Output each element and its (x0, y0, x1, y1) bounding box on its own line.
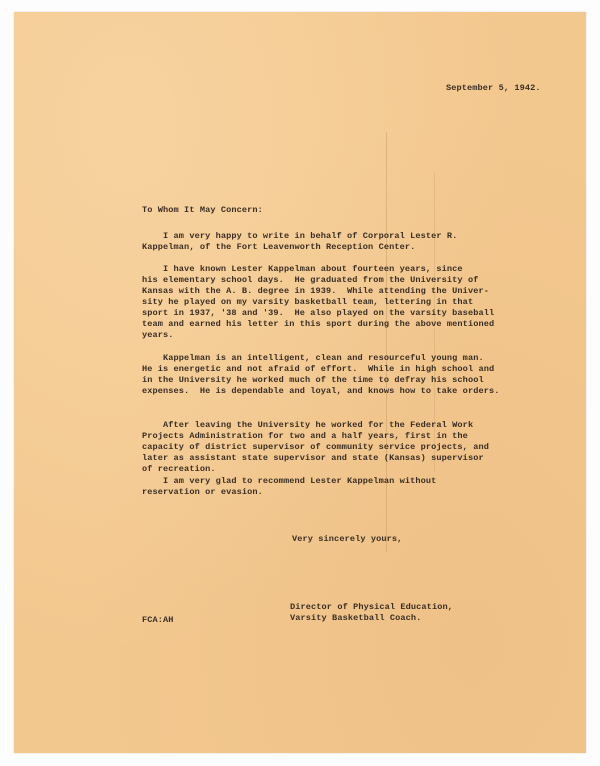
reference-initials: FCA:AH (142, 615, 174, 625)
paragraph-3: Kappelman is an intelligent, clean and resourceful young man. He is energetic and not afraid of effort. While in high school and in the University he worked much of the time to defray his school expenses. He is dependable and loyal, and knows how to take orders. (142, 353, 500, 396)
paragraph-4: After leaving the University he worked for the Federal Work Projects Administration for two and a half years, first in the capacity of district supervisor of community service projects, and later as assistant state supervisor and state (Kansas) supervisor of recreation. (142, 420, 489, 474)
signature-title: Director of Physical Education, Varsity Basketball Coach. (290, 602, 453, 623)
salutation: To Whom It May Concern: (142, 205, 263, 215)
complimentary-closing: Very sincerely yours, (292, 534, 403, 544)
paragraph-5: I am very glad to recommend Lester Kappelman without reservation or evasion. (142, 476, 437, 497)
paragraph-2: I have known Lester Kappelman about fourteen years, since his elementary school days. He graduated from the University of Kansas with the A. B. degree in 1939. While attending the Univer- sity he played on my varsity basketball team, lettering in that sport in 1937, '38 and '39. He also played on the varsity baseball team and earned his letter in this sport during the above mentioned years. (142, 264, 495, 340)
letter-date: September 5, 1942. (446, 83, 541, 93)
paragraph-1: I am very happy to write in behalf of Corporal Lester R. Kappelman, of the Fort Leavenworth Reception Center. (142, 231, 458, 252)
letter-page (14, 12, 586, 753)
